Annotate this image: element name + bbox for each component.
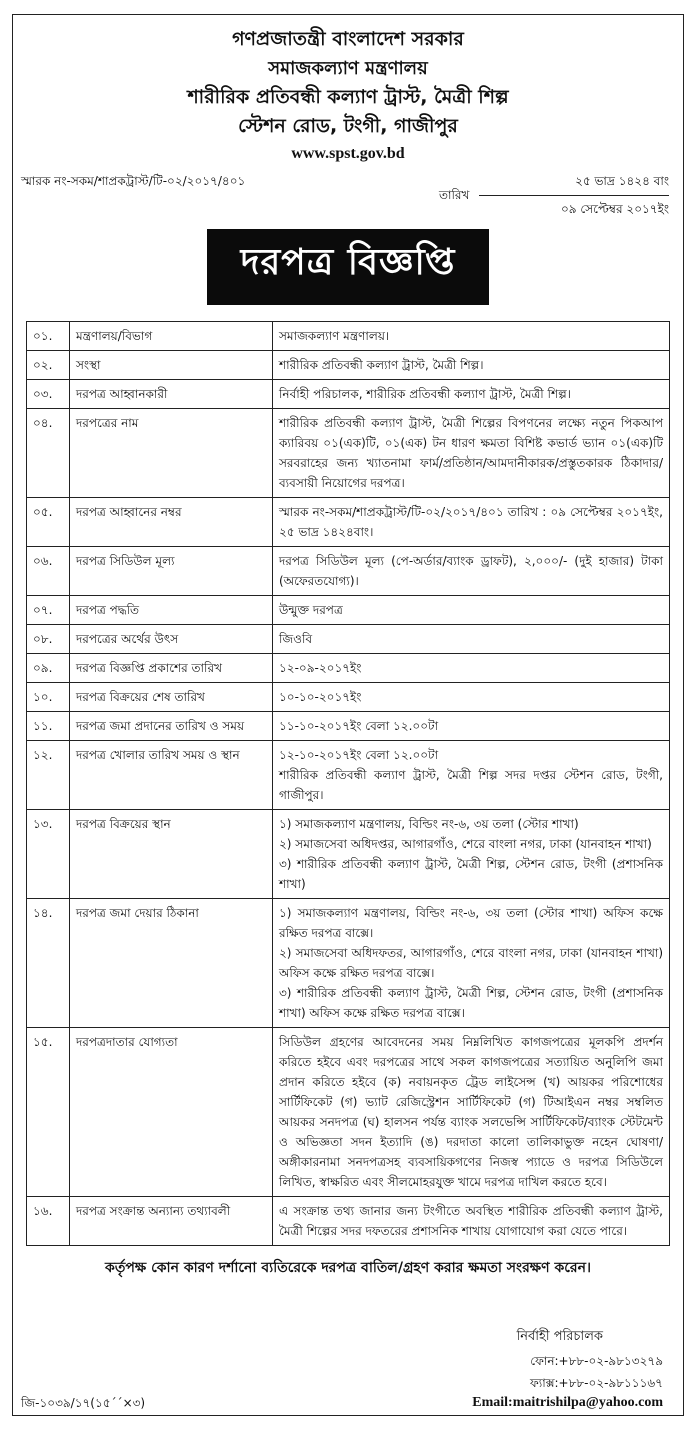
row-number: ১০.	[27, 683, 70, 712]
table-row	[27, 1197, 670, 1246]
table-row	[27, 625, 670, 654]
row-value	[273, 741, 670, 810]
row-value	[273, 1197, 670, 1246]
table-row	[27, 741, 670, 810]
table-row	[27, 712, 670, 741]
publication-code: জি-১০৩৯/১৭(১৫´´×৩)	[21, 1396, 146, 1410]
value-line: ১২-১০-২০১৭ইং বেলা ১২.০০টা	[279, 748, 439, 762]
row-label: দরপত্র জমা দেয়ার ঠিকানা	[70, 899, 273, 1028]
date-english: ০৯ সেপ্টেম্বর ২০১৭ইং	[560, 202, 669, 216]
row-label: দরপত্র সিডিউল মূল্য	[70, 547, 273, 596]
row-value	[273, 409, 670, 498]
row-value	[273, 712, 670, 741]
table-row	[27, 899, 670, 1028]
table-row	[27, 498, 670, 547]
date-label: তারিখ	[439, 188, 470, 202]
value-line: সিডিউল গ্রহণের আবেদনের সময় নিম্নলিখিত কাগজপত্রের মূলকপি প্রদর্শন করিতে হইবে এবং দরপত্রের সাথে সকল কাগজপত্রের সত্যায়িত অনুলিপি জমা প্রদান করিতে হইবে (ক) নবায়নকৃত ট্রেড লাইসেন্স (খ) আয়কর পরিশোধের সার্টিফিকেট (গ) ভ্যাট রেজিস্ট্রেশন সার্টিফিকেট (গ) টিআইএন নম্বর সম্বলিত আয়কর সনদপত্র (ঘ) হালসন পর্যন্ত ব্যাংক সলভেন্সি সার্টিফিকেট/ব্যাংক স্টেটমেন্ট ও অভিজ্ঞতা সদন ইত্যাদি (ঙ) দরদাতা কালো তালিকাভুক্ত নহেন ঘোষণা/অঙ্গীকারনামা সনদপত্রসহ ব্যবসায়িকগণের নিজস্ব প্যাডে ও দরপত্র সিডিউলে লিখিত, স্বাক্ষরিত এবং সীলমোহরযুক্ত খামে দরপত্র দাখিল করতে হবে।	[279, 1035, 663, 1189]
value-line: উন্মুক্ত দরপত্র	[279, 603, 343, 617]
row-label: দরপত্রদাতার যোগ্যতা	[70, 1028, 273, 1197]
table-row	[27, 810, 670, 899]
row-value	[273, 380, 670, 409]
value-line: ১১-১০-২০১৭ইং বেলা ১২.০০টা	[279, 719, 439, 733]
organization-name: শারীরিক প্রতিবন্ধী কল্যাণ ট্রাস্ট, মৈত্রী শিল্প	[187, 86, 509, 108]
row-label: দরপত্র সংক্রান্ত অন্যান্য তথ্যাবলী	[70, 1197, 273, 1246]
ministry-name: সমাজকল্যাণ মন্ত্রণালয়	[268, 58, 428, 79]
row-value	[273, 683, 670, 712]
tender-table-body	[27, 322, 670, 1246]
row-number: ১৬.	[27, 1197, 70, 1246]
value-line: জিওবি	[279, 632, 313, 646]
value-line: ১) সমাজকল্যাণ মন্ত্রণালয়, বিল্ডিং নং-৬, ৩য় তলা (স্টোর শাখা) অফিস কক্ষে রক্ষিত দরপত্র বাক্সে।	[279, 906, 663, 940]
table-row	[27, 547, 670, 596]
row-label: দরপত্র বিক্রয়ের স্থান	[70, 810, 273, 899]
row-number: ১২.	[27, 741, 70, 810]
value-line: নির্বাহী পরিচালক, শারীরিক প্রতিবন্ধী কল্যাণ ট্রাস্ট, মৈত্রী শিল্প।	[279, 387, 571, 401]
row-number: ০২.	[27, 351, 70, 380]
row-label: দরপত্র বিজ্ঞপ্তি প্রকাশের তারিখ	[70, 654, 273, 683]
table-row	[27, 380, 670, 409]
row-label: দরপত্র আহ্বানকারী	[70, 380, 273, 409]
row-label: মন্ত্রণালয়/বিভাগ	[70, 322, 273, 351]
tender-notice-page	[12, 14, 684, 1416]
organization-address: স্টেশন রোড, টংগী, গাজীপুর	[238, 115, 458, 137]
row-number: ০৮.	[27, 625, 70, 654]
authority-note: কর্তৃপক্ষ কোন কারণ দর্শানো ব্যতিরেকে দরপত্র বাতিল/গ্রহণ করার ক্ষমতা সংরক্ষণ করেন।	[105, 1260, 591, 1276]
table-row	[27, 322, 670, 351]
row-value	[273, 1028, 670, 1197]
signatory-title: নির্বাহী পরিচালক	[516, 1329, 603, 1344]
phone-number: ফোন:+৮৮-০২-৯৮১৩২৭৯	[530, 1354, 663, 1368]
value-line: ১) সমাজকল্যাণ মন্ত্রণালয়, বিল্ডিং নং-৬, ৩য় তলা (স্টোর শাখা)	[279, 817, 579, 831]
row-value	[273, 547, 670, 596]
date-divider	[479, 195, 669, 196]
row-value	[273, 596, 670, 625]
table-row	[27, 654, 670, 683]
row-number: ০৭.	[27, 596, 70, 625]
table-row	[27, 596, 670, 625]
row-value	[273, 498, 670, 547]
row-number: ১৪.	[27, 899, 70, 1028]
value-line: স্মারক নং-সকম/শাপ্রকট্রাস্ট/টি-০২/২০১৭/৪০১ তারিখ : ০৯ সেপ্টেম্বর ২০১৭ইং, ২৫ ভাদ্র ১৪২৪বাং।	[279, 505, 663, 539]
row-number: ০৩.	[27, 380, 70, 409]
row-number: ০৫.	[27, 498, 70, 547]
row-label: দরপত্রের নাম	[70, 409, 273, 498]
row-label: দরপত্র আহ্বানের নম্বর	[70, 498, 273, 547]
memo-number: স্মারক নং-সকম/শাপ্রকট্রাস্ট/টি-০২/২০১৭/৪০১	[21, 174, 246, 188]
row-label: দরপত্র পদ্ধতি	[70, 596, 273, 625]
table-row	[27, 1028, 670, 1197]
row-value	[273, 899, 670, 1028]
value-line: শারীরিক প্রতিবন্ধী কল্যাণ ট্রাস্ট, মৈত্রী শিল্প সদর দপ্তর স্টেশন রোড, টংগী, গাজীপুর।	[279, 768, 663, 802]
value-line: শারীরিক প্রতিবন্ধী কল্যাণ ট্রাস্ট, মৈত্রী শিল্পের বিপণনের লক্ষ্যে নতুন পিকআপ ক্যারিবয় ০১(এক)টি, ০১(এক) টন ধারণ ক্ষমতা বিশিষ্ট কভার্ড ভ্যান ০১(এক)টি সরবরাহের জন্য খ্যাতনামা ফার্ম/প্রতিষ্ঠান/আমদানীকারক/প্রস্তুতকারক ঠিকাদার/ব্যবসায়ী নিয়োগের দরপত্র।	[279, 416, 663, 490]
website-link[interactable]: www.spst.gov.bd	[291, 145, 405, 162]
row-value	[273, 351, 670, 380]
value-line: ৩) শারীরিক প্রতিবন্ধী কল্যাণ ট্রাস্ট, মৈত্রী শিল্প, স্টেশন রোড, টংগী (প্রশাসনিক শাখা) অফিস কক্ষে রক্ষিত দরপত্র বাক্সে।	[279, 986, 663, 1020]
letterhead	[13, 15, 683, 163]
fax-number: ফ্যাক্স:+৮৮-০২-৯৮১১১৬৭	[529, 1376, 663, 1390]
row-number: ১১.	[27, 712, 70, 741]
row-value	[273, 810, 670, 899]
value-line: এ সংক্রান্ত তথ্য জানার জন্য টংগীতে অবস্থিত শারীরিক প্রতিবন্ধী কল্যাণ ট্রাস্ট, মৈত্রী শিল্পের সদর দফতরের প্রশাসনিক শাখায় যোগাযোগ করা যেতে পারে।	[279, 1204, 663, 1238]
value-line: ৩) শারীরিক প্রতিবন্ধী কল্যাণ ট্রাস্ট, মৈত্রী শিল্প, স্টেশন রোড, টংগী (প্রশাসনিক শাখা)	[279, 857, 663, 891]
row-number: ১৫.	[27, 1028, 70, 1197]
row-value	[273, 654, 670, 683]
value-line: ২) সমাজসেবা অধিদফতর, আগারগাঁও, শেরে বাংলা নগর, ঢাকা (যানবাহন শাখা) অফিস কক্ষে রক্ষিত দরপত্র বাক্সে।	[279, 946, 663, 980]
row-number: ০৬.	[27, 547, 70, 596]
row-label: দরপত্র জমা প্রদানের তারিখ ও সময়	[70, 712, 273, 741]
reference-row	[13, 169, 683, 223]
value-line: শারীরিক প্রতিবন্ধী কল্যাণ ট্রাস্ট, মৈত্রী শিল্প।	[279, 358, 484, 372]
date-bangla: ২৫ ভাদ্র ১৪২৪ বাং	[575, 174, 669, 188]
value-line: সমাজকল্যাণ মন্ত্রণালয়।	[279, 329, 390, 343]
row-value	[273, 625, 670, 654]
value-line: ২) সমাজসেবা অধিদপ্তর, আগারগাঁও, শেরে বাংলা নগর, ঢাকা (যানবাহন শাখা)	[279, 837, 652, 851]
row-label: দরপত্রের অর্থের উৎস	[70, 625, 273, 654]
table-row	[27, 683, 670, 712]
row-value	[273, 322, 670, 351]
value-line: ১০-১০-২০১৭ইং	[279, 690, 362, 704]
row-number: ০৯.	[27, 654, 70, 683]
table-row	[27, 351, 670, 380]
row-number: ০৪.	[27, 409, 70, 498]
government-title: গণপ্রজাতন্ত্রী বাংলাদেশ সরকার	[232, 28, 464, 50]
value-line: ১২-০৯-২০১৭ইং	[279, 661, 362, 675]
row-number: ১৩.	[27, 810, 70, 899]
row-number: ০১.	[27, 322, 70, 351]
date-block	[439, 171, 669, 219]
notice-banner: দরপত্র বিজ্ঞপ্তি	[207, 229, 490, 305]
banner-wrap	[13, 229, 683, 305]
row-label: দরপত্র বিক্রয়ের শেষ তারিখ	[70, 683, 273, 712]
tender-table	[26, 321, 670, 1246]
table-row	[27, 409, 670, 498]
value-line: দরপত্র সিডিউল মূল্য (পে-অর্ডার/ব্যাংক ড্রাফট), ২,০০০/- (দুই হাজার) টাকা (অফেরতযোগ্য)।	[279, 554, 663, 588]
row-label: দরপত্র খোলার তারিখ সময় ও স্থান	[70, 741, 273, 810]
row-label: সংস্থা	[70, 351, 273, 380]
email-address[interactable]: Email:maitrishilpa@yahoo.com	[472, 1395, 663, 1410]
